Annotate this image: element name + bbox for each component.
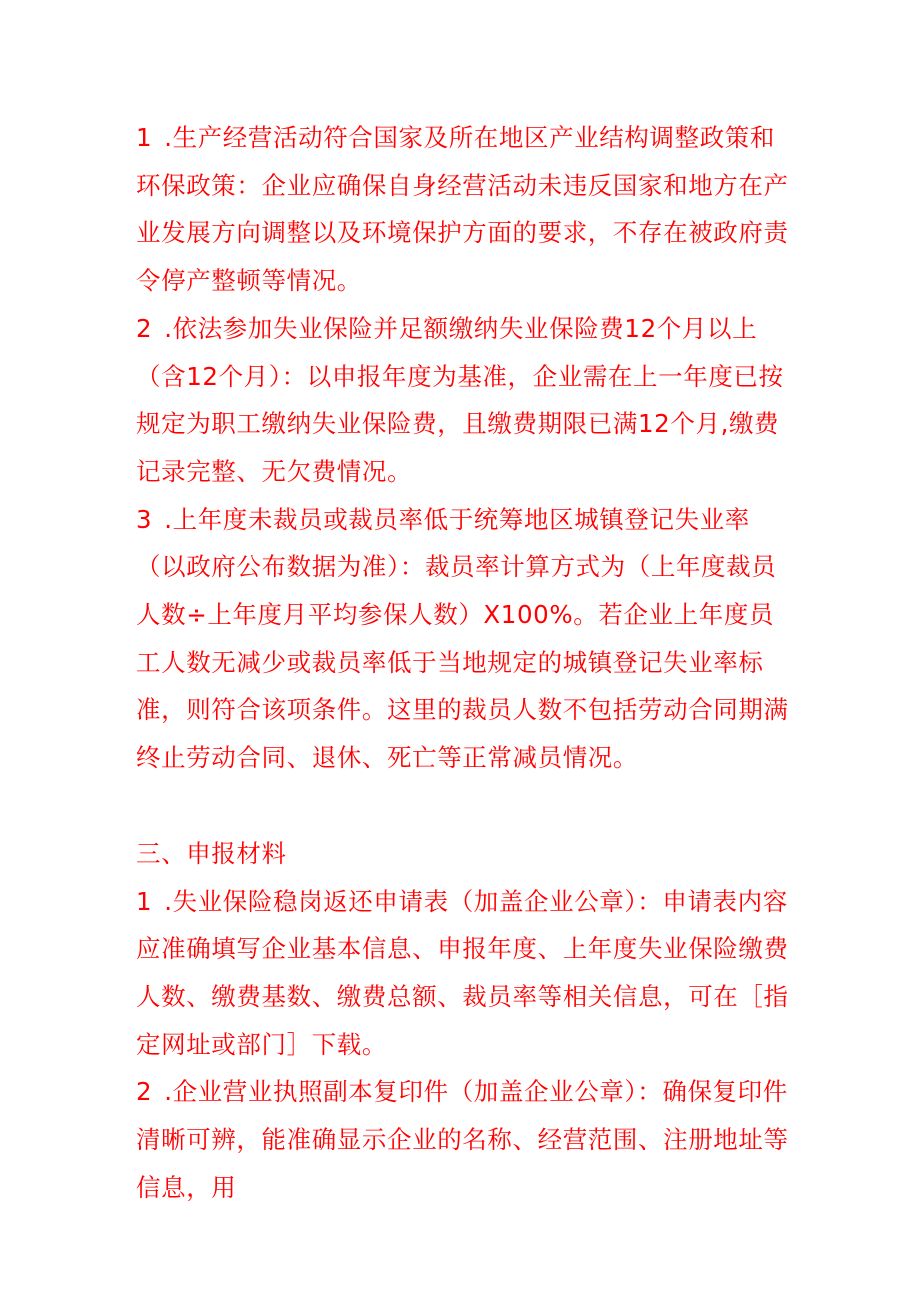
condition-number: 1 <box>136 123 153 152</box>
condition-number: 3 <box>136 504 153 534</box>
condition-item-3 <box>136 496 796 782</box>
condition-text: .上年度未裁员或裁员率低于统筹地区城镇登记失业率（以政府公布数据为准）：裁员率计算方式为（上年度裁员人数÷上年度月平均参保人数）X100%。若企业上年度员工人数无减少或裁员率低于当地规定的城镇登记失业率标准，则符合该项条件。这里的裁员人数不包括劳动合同期满终止劳动合同、退休、死亡等正常减员情况。 <box>136 504 789 773</box>
material-number: 2 <box>136 1077 153 1107</box>
material-text: .企业营业执照副本复印件（加盖企业公章）：确保复印件清晰可辨，能准确显示企业的名称、经营范围、注册地址等信息，用 <box>136 1077 789 1202</box>
condition-item-1 <box>136 114 796 305</box>
material-number: 1 <box>136 886 153 916</box>
condition-text: .依法参加失业保险并足额缴纳失业保险费12个月以上（含12个月）：以申报年度为基准，企业需在上一年度已按规定为职工缴纳失业保险费，且缴费期限已满12个月,缴费记录完整、无欠费情况。 <box>136 313 784 486</box>
material-item-1 <box>136 878 796 1069</box>
paragraph-gap <box>136 782 796 830</box>
condition-number: 2 <box>136 313 153 343</box>
section-heading: 三、申报材料 <box>136 838 287 868</box>
document-body <box>136 114 796 1211</box>
material-item-2 <box>136 1068 796 1211</box>
condition-item-2 <box>136 305 796 496</box>
material-text: .失业保险稳岗返还申请表（加盖企业公章）：申请表内容应准确填写企业基本信息、申报年度、上年度失业保险缴费人数、缴费基数、缴费总额、裁员率等相关信息，可在［指定网址或部门］下载。 <box>136 886 789 1059</box>
condition-text: .生产经营活动符合国家及所在地区产业结构调整政策和环保政策：企业应确保自身经营活动未违反国家和地方在产业发展方向调整以及环境保护方面的要求，不存在被政府责令停产整顿等情况。 <box>136 123 789 296</box>
